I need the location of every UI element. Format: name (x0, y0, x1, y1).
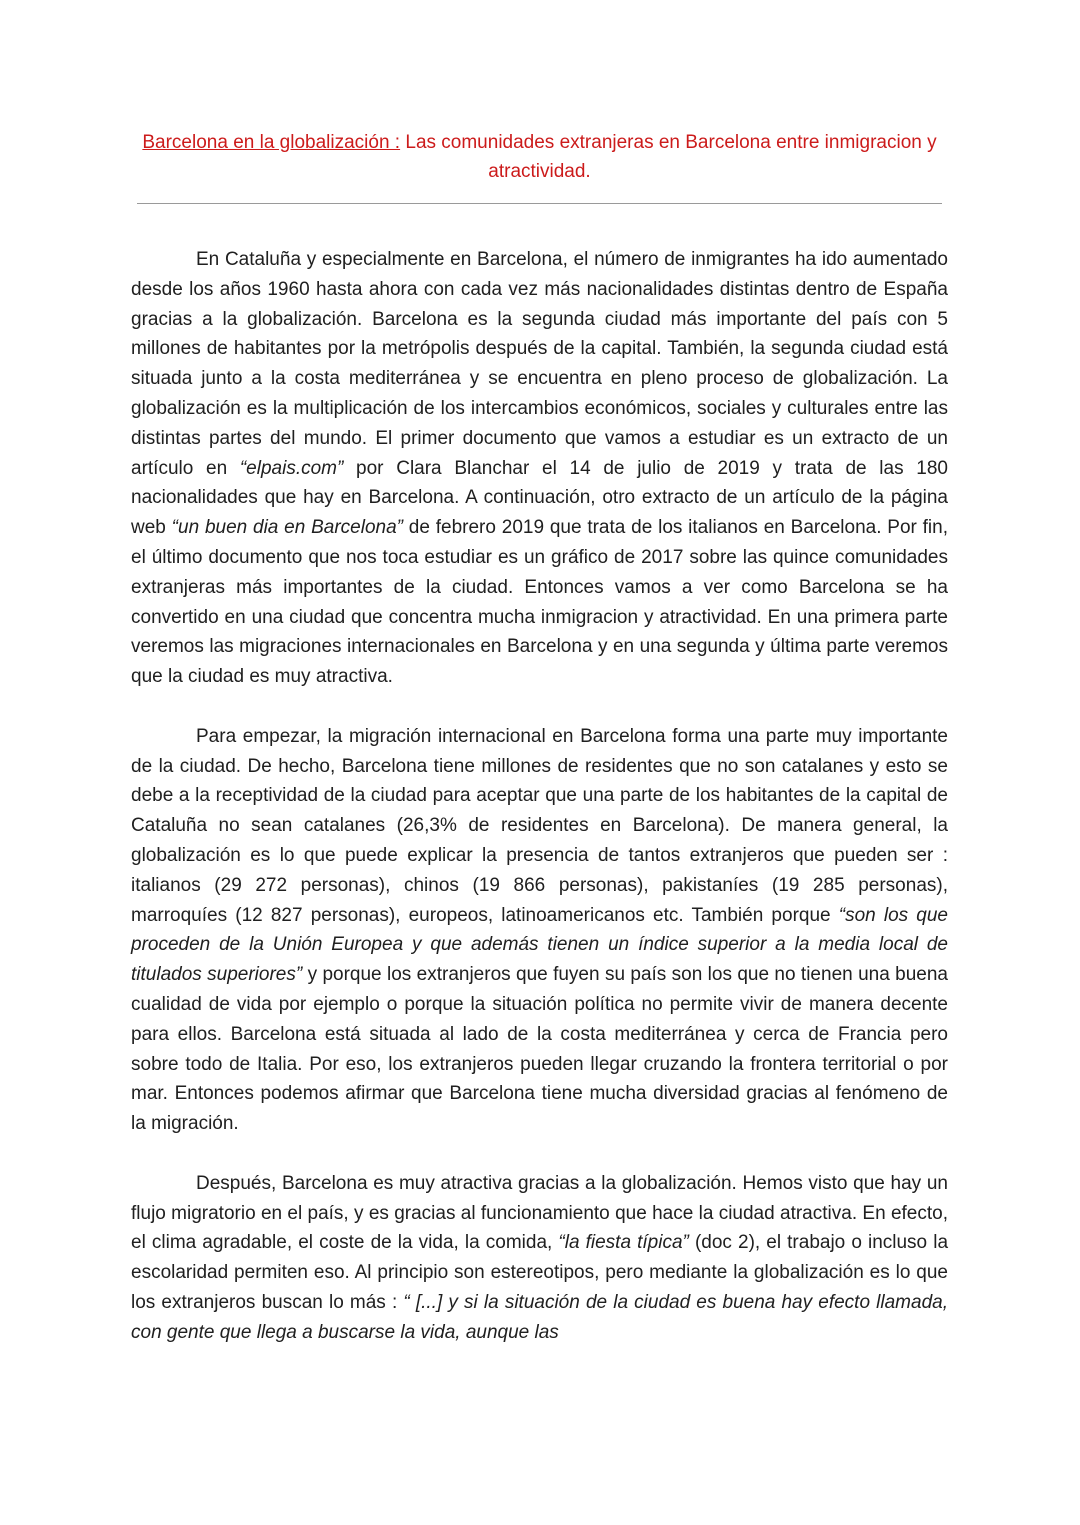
p2-text-2: y porque los extranjeros que fuyen su país son los que no tienen una buena cualidad de vida por ejemplo o porque la situación política no permite vivir de manera decente para ellos. Barcelona está situada al lado de la costa mediterránea y cerca de Francia pero sobre todo de Italia. Por eso, los extranjeros pueden llegar cruzando la frontera territorial o por mar. Entonces podemos afirmar que Barcelona tiene mucha diversidad gracias al fenómeno de la migración. (131, 964, 948, 1135)
paragraph-attractiveness (131, 1169, 948, 1348)
horizontal-rule (137, 203, 942, 204)
p1-text-3: de febrero 2019 que trata de los italianos en Barcelona. Por fin, el último documento que nos toca estudiar es un gráfico de 2017 sobre las quince comunidades extranjeras más importantes de la ciudad. Entonces vamos a ver como Barcelona se ha convertido en una ciudad que concentra mucha inmigracion y atractividad. En una primera parte veremos las migraciones internacionales en Barcelona y en una segunda y última parte veremos que la ciudad es muy atractiva. (131, 517, 948, 688)
p1-citation-elpais: “elpais.com” (239, 457, 344, 479)
title-underlined-part: Barcelona en la globalización : (142, 132, 401, 153)
p3-text-2: (doc 2), el trabajo o incluso la escolaridad permiten eso. Al principio son estereotipos, pero mediante la globalización es lo que los extranjeros buscan lo más : (131, 1232, 949, 1313)
p3-quote-fiesta: “la fiesta típica” (558, 1232, 689, 1254)
document-title (131, 128, 948, 186)
title-rest: Las comunidades extranjeras en Barcelona entre inmigracion y atractividad. (400, 132, 937, 182)
p2-text-1: Para empezar, la migración internacional en Barcelona forma una parte muy importante de la ciudad. De hecho, Barcelona tiene millones de residentes que no son catalanes y esto se debe a la receptividad de la ciudad para aceptar que una parte de los habitantes de la capital de Cataluña no sean catalanes (26,3% de residentes en Barcelona). De manera general, la globalización es lo que puede explicar la presencia de tantos extranjeros que pueden ser : italianos (29 272 personas), chinos (19 866 personas), pakistaníes (19 285 personas), marroquíes (12 827 personas), europeos, latinoamericanos etc. También porque (131, 725, 948, 926)
p1-citation-buen-dia: “un buen dia en Barcelona” (171, 517, 403, 539)
p2-quote: “son los que proceden de la Unión Europea y que además tienen un índice superior a la media local de titulados superiores” (131, 904, 948, 986)
paragraph-migration (131, 722, 948, 1139)
p1-text-2: por Clara Blanchar el 14 de julio de 2019 y trata de las 180 nacionalidades que hay en Barcelona. A continuación, otro extracto de un artículo de la página web (131, 457, 948, 539)
p1-text-1: En Cataluña y especialmente en Barcelona, el número de inmigrantes ha ido aumentado desde los años 1960 hasta ahora con cada vez más nacionalidades distintas dentro de España gracias a la globalización. Barcelona es la segunda ciudad más importante del país con 5 millones de habitantes por la metrópolis después de la capital. También, la segunda ciudad está situada junto a la costa mediterránea y se encuentra en pleno proceso de globalización. La globalización es la multiplicación de los intercambios económicos, sociales y culturales entre las distintas partes del mundo. El primer documento que vamos a estudiar es un extracto de un artículo en (131, 249, 948, 479)
p3-quote-efecto-llamada: “ [...] y si la situación de la ciudad es buena hay efecto llamada, con gente que llega a buscarse la vida, aunque las (131, 1291, 948, 1343)
paragraph-introduction (131, 245, 948, 692)
document-page (131, 128, 948, 1347)
p3-text-1: Después, Barcelona es muy atractiva gracias a la globalización. Hemos visto que hay un flujo migratorio en el país, y es gracias al funcionamiento que hace la ciudad atractiva. En efecto, el clima agradable, el coste de la vida, la comida, (131, 1172, 948, 1254)
